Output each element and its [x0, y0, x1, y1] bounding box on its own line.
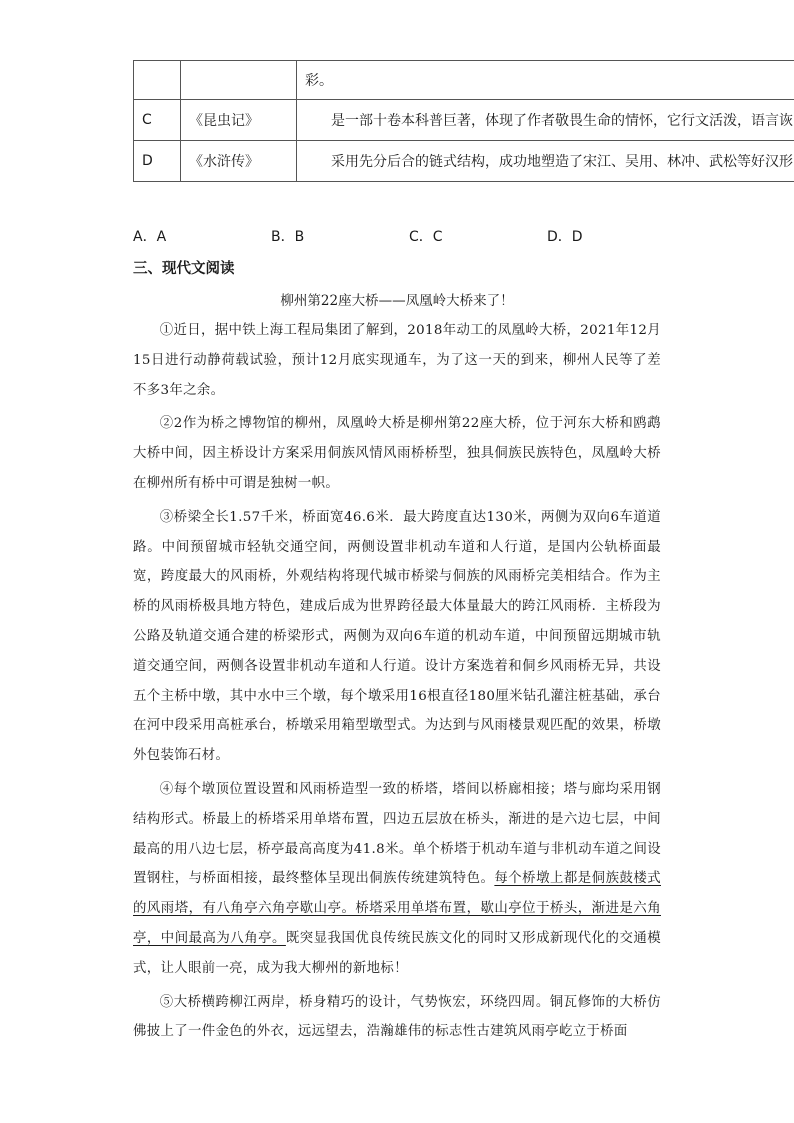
- paragraph-4: [133, 775, 661, 984]
- paragraph-3: ③桥梁全长1.57千米，桥面宽46.6米．最大跨度直达130米，两侧为双向6车道道路。中间预留城市轻轨交通空间，两侧设置非机动车道和人行道，是国内公轨桥面最宽，跨度最大的风雨桥，外观结构将现代城市桥梁与侗族的风雨桥完美相结合。作为主桥的风雨桥极具地方特色，建成后成为世界跨径最大体量最大的跨江风雨桥．主桥段为公路及轨道交通合建的桥梁形式，两侧为双向6车道的机动车道，中间预留远期城市轨道交通空间，两侧各设置非机动车道和人行道。设计方案选着和侗乡风雨桥无异，共设五个主桥中墩，其中水中三个墩，每个墩采用16根直径180厘米钻孔灌注桩基础，承台在河中段采用高桩承台，桥墩采用箱型墩型式。为达到与风雨楼景观匹配的效果，桥墩外包装饰石材。: [133, 509, 661, 764]
- answer-choice-d[interactable]: D．D: [547, 229, 583, 245]
- paragraph-5: ⑤大桥横跨柳江两岸，桥身精巧的设计，气势恢宏，环绕四周。铜瓦修饰的大桥仿佛披上了一件金色的外衣，远远望去，浩瀚雄伟的标志性古建筑风雨亭屹立于桥面: [133, 994, 661, 1040]
- paragraph-4-text-end: 既突显我国优良传统民族文化的同时又形成新现代化的交通模式，让人眼前一亮，成为我大柳州的新地标！: [133, 930, 661, 976]
- table-row: [134, 61, 794, 100]
- underlined-sentence: 每个桥墩上都是侗族鼓楼式的风雨塔，有八角亭六角亭歇山亭。桥塔采用单塔布置，歇山亭位于桥头，渐进是六角亭，中间最高为八角亭。: [133, 871, 661, 946]
- answer-choice-c[interactable]: C．C: [409, 229, 443, 245]
- option-letter: D: [134, 141, 181, 182]
- section-heading: 三、现代文阅读: [133, 261, 235, 277]
- option-book: 《昆虫记》: [181, 100, 297, 141]
- table-row: [134, 100, 794, 141]
- article-body: [133, 316, 661, 1051]
- answer-choice-a[interactable]: A．A: [133, 229, 167, 245]
- article-title: 柳州第22座大桥——凤凰岭大桥来了！: [280, 293, 514, 309]
- paragraph-4-text: ④每个墩顶位置设置和风雨桥造型一致的桥塔，塔间以桥廊相接；塔与廊均采用钢结构形式。桥最上的桥塔采用单塔布置，四边五层放在桥头，渐进的是六边七层，中间最高的用八边七层，桥亭最高高度为41.8米。单个桥塔于机动车道与非机动车道之间设置钢柱，与桥面相接，最终整体呈现出侗族传统建筑特色。: [133, 781, 661, 887]
- option-description: 彩。: [297, 61, 794, 100]
- table-row: [134, 141, 794, 182]
- option-letter: C: [134, 100, 181, 141]
- option-description: 采用先分后合的链式结构，成功地塑造了宋江、吴用、林冲、武松等好汉形: [297, 141, 794, 182]
- paragraph-2: ②2作为桥之博物馆的柳州，凤凰岭大桥是柳州第22座大桥，位于河东大桥和鸥鹉大桥中间，因主桥设计方案采用侗族风情风雨桥桥型，独具侗族民族特色，凤凰岭大桥在柳州所有桥中可谓是独树一帜。: [133, 416, 661, 491]
- option-description: 是一部十卷本科普巨著，体现了作者敬畏生命的情怀，它行文活泼，语言诙: [297, 100, 794, 141]
- option-book: [181, 61, 297, 100]
- option-book: 《水浒传》: [181, 141, 297, 182]
- paragraph-1: ①近日，据中铁上海工程局集团了解到，2018年动工的凤凰岭大桥，2021年12月15日进行动静荷载试验，预计12月底实现通车，为了这一天的到来，柳州人民等了差不多3年之余。: [133, 323, 661, 398]
- option-letter: [134, 61, 181, 100]
- options-table: [133, 60, 794, 182]
- answer-choice-b[interactable]: B．B: [271, 229, 305, 245]
